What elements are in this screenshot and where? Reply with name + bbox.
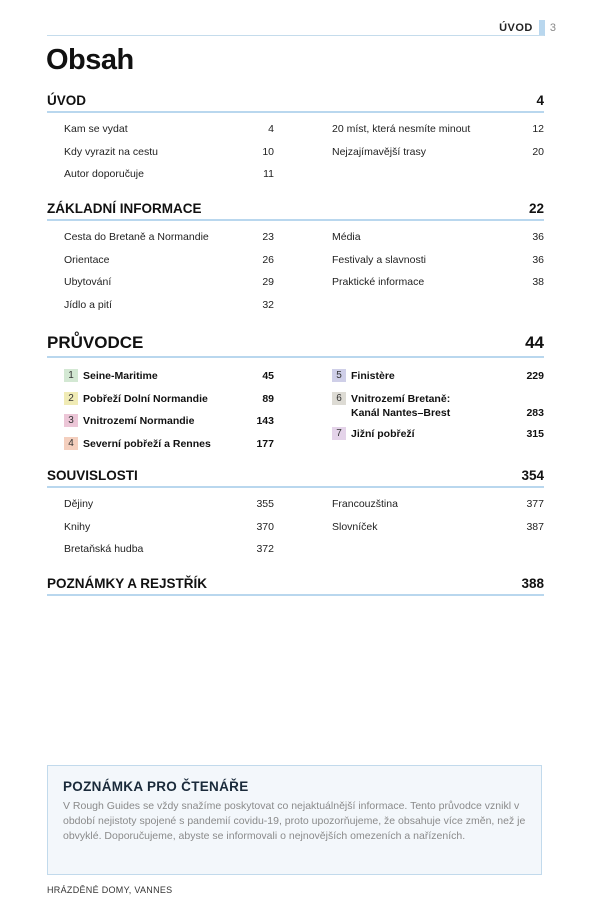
chapter-page: 283 (526, 406, 544, 419)
chapter-number-badge: 4 (64, 437, 78, 450)
section-page: 44 (525, 333, 544, 352)
toc-entry[interactable] (64, 122, 274, 145)
running-header-section: ÚVOD (499, 22, 533, 34)
toc-entry[interactable] (64, 497, 274, 520)
toc-entry-label: Kdy vyrazit na cestu (64, 145, 158, 158)
toc-entry-page: 29 (262, 276, 274, 288)
toc-entry[interactable] (332, 122, 544, 145)
chapter-number-badge: 3 (64, 414, 78, 427)
chapter-label: Seine-Maritime (83, 370, 158, 382)
section-heading (47, 201, 544, 221)
toc-entry-page: 36 (532, 253, 544, 266)
chapter-entry[interactable] (332, 369, 544, 392)
toc-entry[interactable] (64, 275, 274, 298)
toc-entry[interactable] (64, 298, 274, 321)
chapter-entry[interactable] (332, 427, 544, 450)
toc-entry-page: 23 (262, 231, 274, 243)
toc-entry-label: Média (332, 231, 361, 243)
toc-entry-label: 20 míst, která nesmíte minout (332, 123, 471, 135)
toc-entry[interactable] (64, 145, 274, 168)
section-title[interactable]: SOUVISLOSTI (47, 468, 138, 483)
chapter-label-line-2: Kanál Nantes–Brest (351, 406, 451, 419)
page-number: 3 (549, 22, 556, 34)
section-page: 388 (521, 576, 544, 591)
chapter-number-badge: 1 (64, 369, 78, 382)
toc-entry[interactable] (64, 542, 274, 565)
toc-entry-page: 377 (526, 498, 544, 510)
toc-entry-label: Slovníček (332, 520, 378, 533)
toc-entry-page: 11 (263, 168, 274, 180)
chapter-number-badge: 2 (64, 392, 78, 405)
toc-entry-label: Orientace (64, 253, 110, 266)
toc-entry-page: 355 (256, 498, 274, 510)
chapter-entry[interactable] (64, 392, 274, 415)
toc-entry-page: 4 (268, 123, 274, 135)
toc-entry-page: 36 (532, 231, 544, 243)
section-page: 354 (521, 468, 544, 483)
chapter-label: Vnitrozemí Normandie (83, 415, 195, 427)
section-heading (47, 468, 544, 488)
toc-entry-page: 10 (262, 145, 274, 158)
toc-entry[interactable] (332, 275, 544, 298)
toc-entry[interactable] (332, 497, 544, 520)
chapter-entry[interactable] (64, 414, 274, 437)
toc-entry-label: Knihy (64, 520, 91, 533)
section-souvislosti (47, 468, 544, 565)
toc-entry-page: 372 (256, 543, 274, 555)
chapter-page: 89 (262, 392, 274, 405)
toc-entry-label: Dějiny (64, 498, 94, 510)
chapter-label: Severní pobřeží a Rennes (83, 437, 211, 450)
toc-entry[interactable] (64, 230, 274, 253)
section-heading (47, 333, 544, 358)
toc-entry-page: 38 (532, 276, 544, 288)
section-page: 4 (536, 93, 544, 108)
toc-entry-label: Autor doporučuje (64, 168, 144, 180)
chapter-entry[interactable] (64, 437, 274, 460)
toc-entry[interactable] (332, 145, 544, 168)
chapter-label: Pobřeží Dolní Normandie (83, 392, 208, 405)
chapter-label: Jižní pobřeží (351, 427, 415, 440)
chapter-entry[interactable] (332, 392, 544, 427)
section-uvod (47, 93, 544, 190)
chapter-page: 177 (256, 437, 274, 450)
toc-entry[interactable] (332, 520, 544, 543)
section-page: 22 (528, 201, 544, 216)
section-heading (47, 576, 544, 596)
page-title: Obsah (46, 44, 134, 76)
toc-entry-page: 370 (256, 520, 274, 533)
toc-entry-label: Praktické informace (332, 276, 425, 288)
toc-entry-label: Nejzajímavější trasy (332, 145, 426, 158)
chapter-number-badge: 5 (332, 369, 346, 382)
toc-entry-page: 12 (532, 123, 544, 135)
header-rule (47, 35, 544, 36)
section-title[interactable]: ZÁKLADNÍ INFORMACE (47, 201, 202, 216)
reader-note-box (47, 765, 542, 875)
toc-entry[interactable] (64, 520, 274, 543)
reader-note-title: POZNÁMKA PRO ČTENÁŘE (63, 779, 249, 794)
reader-note-text: V Rough Guides se vždy snažíme poskytovat co nejaktuálnější informace. Tento průvodce vznikl v období nejistoty spojené s pandemií covidu-19, proto upozorňujeme, že obsahuje více změn, než je obvyklé. Doporučujeme, abyste se informovali o nejnovějších omezeních a nařízeních. (63, 800, 526, 842)
chapter-page: 315 (526, 427, 544, 440)
chapter-page: 229 (526, 370, 544, 382)
section-title[interactable]: PRŮVODCE (47, 333, 144, 352)
toc-entry[interactable] (64, 167, 274, 190)
toc-entry-label: Bretaňská hudba (64, 543, 144, 555)
chapter-number-badge: 7 (332, 427, 346, 440)
toc-entry-page: 20 (532, 145, 544, 158)
toc-entry-label: Jídlo a pití (64, 298, 112, 311)
toc-entry-label: Cesta do Bretaně a Normandie (64, 231, 209, 243)
photo-caption: HRÁZDĚNÉ DOMY, VANNES (47, 885, 173, 895)
toc-entry-page: 32 (262, 298, 274, 311)
toc-entry-page: 26 (262, 253, 274, 266)
toc-entry-label: Kam se vydat (64, 123, 128, 135)
section-poznamky-a-rejstrik (47, 576, 544, 596)
toc-entry-label: Francouzština (332, 498, 398, 510)
chapter-page: 143 (256, 415, 274, 427)
section-pruvodce (47, 333, 544, 459)
chapter-label-line-1: Vnitrozemí Bretaně: (351, 392, 451, 405)
toc-entry-label: Festivaly a slavnosti (332, 253, 426, 266)
toc-entry-page: 387 (526, 520, 544, 533)
section-zakladni-informace (47, 201, 544, 320)
section-title[interactable]: POZNÁMKY A REJSTŘÍK (47, 576, 208, 591)
chapter-entry[interactable] (64, 369, 274, 392)
chapter-page: 45 (262, 370, 274, 382)
chapter-number-badge: 6 (332, 392, 346, 405)
chapter-label: Finistère (351, 370, 395, 382)
toc-entry[interactable] (332, 253, 544, 276)
section-title[interactable]: ÚVOD (47, 93, 87, 108)
section-heading (47, 93, 544, 113)
toc-entry[interactable] (64, 253, 274, 276)
running-header-bar (539, 20, 545, 36)
toc-entry[interactable] (332, 230, 544, 253)
toc-entry-label: Ubytování (64, 276, 112, 288)
